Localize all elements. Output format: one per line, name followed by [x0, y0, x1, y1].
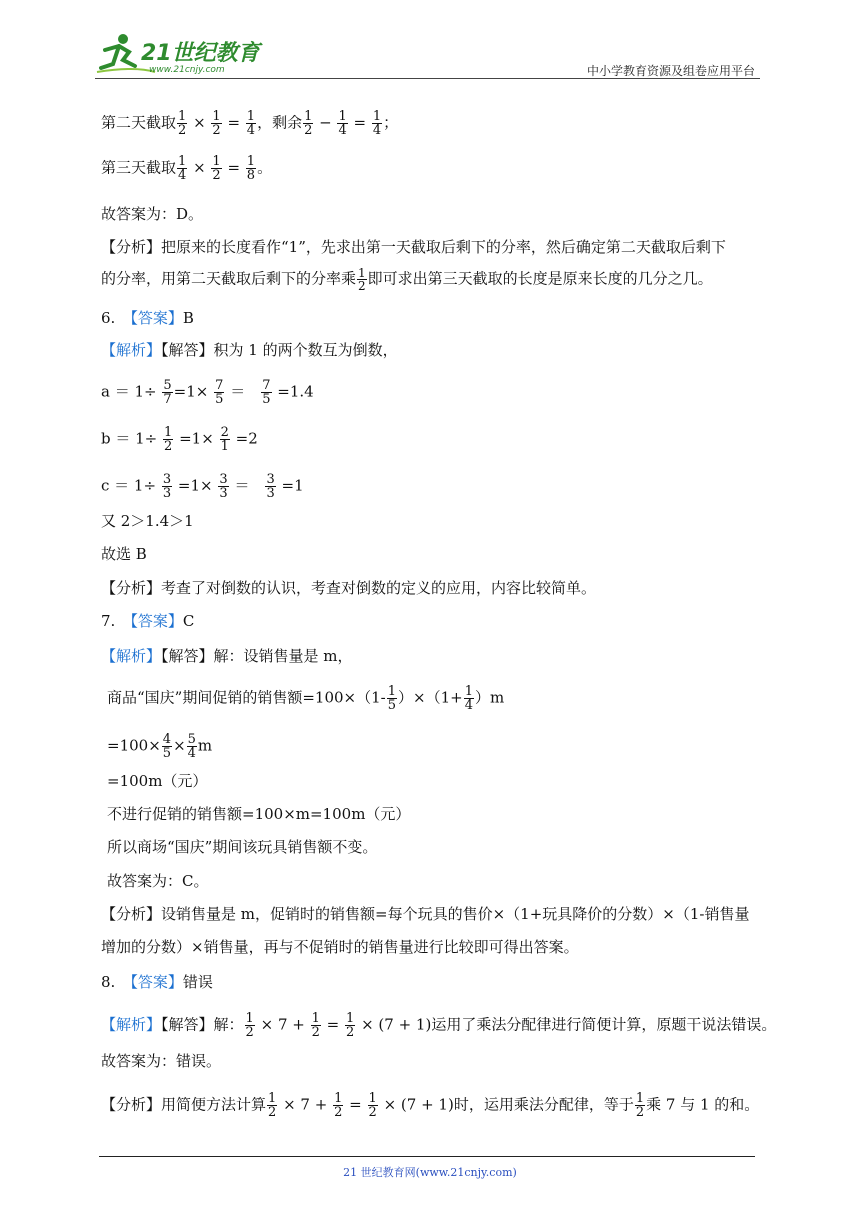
fraction: $\frac{1}{2}$	[358, 266, 366, 293]
q6-analysis	[101, 577, 596, 599]
solve-tag: 【解答】	[161, 341, 214, 359]
fraction: $\frac{1}{2}$	[346, 1011, 355, 1040]
text: ；	[383, 113, 399, 132]
solve-tag: 【解答】	[161, 1015, 214, 1034]
analysis-tag: 【分析】	[101, 579, 162, 597]
q7-analysis-2: 增加的分数）×销售量，再与不促销时的销售量进行比较即可得出答案。	[101, 938, 579, 956]
q5-day3-line: 第三天截取 $\frac{1}{4}$ × $\frac{1}{2}$ = $\frac{1}{8}$ 。	[101, 154, 273, 183]
fraction: $\frac{1}{2}$	[245, 1011, 254, 1040]
text: =	[349, 1095, 362, 1114]
q7-line-3: =100m（元）	[107, 772, 208, 790]
fraction: $\frac{1}{2}$	[635, 1091, 645, 1120]
fraction: $\frac{3}{3}$	[219, 472, 228, 501]
q8-answer: 故答案为：错误。	[101, 1052, 222, 1070]
fraction: $\frac{2}{1}$	[220, 425, 229, 454]
q7-line-2	[107, 733, 212, 760]
q8-answer-line	[101, 971, 213, 993]
fraction: $\frac{1}{4}$	[246, 109, 256, 138]
fraction: $\frac{1}{2}$	[212, 154, 221, 183]
q7-analysis-1	[101, 903, 749, 925]
footer-divider	[99, 1156, 755, 1157]
q5-day2-line: 第二天截取 $\frac{1}{2}$ × $\frac{1}{2}$ = $\frac{1}{4}$ ，剩余 $\frac{1}{2}$ − $\frac{1}{4}$ = $\frac{1}{4}$ ；	[101, 109, 399, 138]
site-logo[interactable]	[95, 30, 265, 76]
text: × (7 + 1)	[361, 1015, 432, 1034]
q7-line-4: 不进行促销的销售额=100×m=100m（元）	[107, 805, 411, 823]
text: c ＝ 1÷	[101, 476, 157, 495]
text: 解：	[213, 1015, 244, 1034]
text: × (7 + 1)	[383, 1095, 454, 1114]
page-header	[95, 28, 760, 80]
q5-answer: 故答案为：D。	[101, 205, 204, 223]
parse-tag: 【解析】	[101, 341, 162, 359]
text: 商品“国庆”期间促销的销售额=100×（1-	[107, 688, 386, 707]
fraction: $\frac{5}{4}$	[187, 732, 196, 761]
question-number: 6.	[101, 309, 116, 327]
parse-tag: 【解析】	[101, 647, 162, 665]
text: =1×	[173, 382, 209, 401]
fraction: $\frac{1}{5}$	[387, 684, 396, 713]
footer-link[interactable]: 21 世纪教育网(www.21cnjy.com)	[343, 1166, 517, 1179]
analysis-tag: 【分析】	[101, 238, 162, 256]
text: × 7 +	[283, 1095, 328, 1114]
text: b ＝ 1÷	[101, 429, 158, 448]
analysis-tag: 【分析】	[101, 905, 162, 923]
text: ×	[173, 736, 186, 755]
q6-answer-line	[101, 307, 194, 329]
text: =100×	[107, 736, 161, 755]
q7-line-5: 所以商场“国庆”期间该玩具销售额不变。	[107, 838, 378, 856]
fraction: $\frac{1}{4}$	[372, 109, 382, 138]
q6-line-b	[101, 426, 258, 453]
text: 解：设销售量是 m，	[213, 647, 353, 665]
q7-answer-line	[101, 610, 194, 632]
fraction: $\frac{1}{2}$	[334, 1091, 343, 1120]
text: 乘 7 与 1 的和。	[646, 1095, 760, 1114]
text: 的分率，用第二天截取后剩下的分率乘	[101, 269, 357, 288]
fraction: $\frac{4}{5}$	[162, 732, 172, 761]
fraction: $\frac{1}{4}$	[338, 109, 347, 138]
text: =1	[281, 476, 304, 495]
fraction: $\frac{7}{5}$	[215, 378, 224, 407]
fraction: $\frac{5}{7}$	[163, 378, 172, 407]
text: ）m	[474, 688, 505, 707]
q6-line-c	[101, 473, 304, 500]
text: ，剩余	[257, 113, 303, 132]
q7-line-1	[107, 685, 504, 712]
text: ＝	[234, 476, 250, 495]
text: =1×	[177, 476, 213, 495]
q7-parse-line	[101, 645, 353, 667]
fraction: $\frac{1}{2}$	[368, 1091, 377, 1120]
fraction: $\frac{1}{2}$	[212, 109, 221, 138]
answer-value: C	[182, 612, 195, 630]
parse-tag: 【解析】	[101, 1015, 162, 1034]
text: a ＝ 1÷	[101, 382, 157, 401]
q5-analysis-2	[101, 267, 713, 292]
fraction: $\frac{1}{4}$	[178, 154, 187, 183]
text: 。	[257, 158, 273, 177]
q6-choose: 故选 B	[101, 545, 147, 563]
fraction: $\frac{3}{3}$	[266, 472, 275, 501]
text: 时，运用乘法分配律，等于	[453, 1095, 634, 1114]
fraction: $\frac{1}{2}$	[311, 1011, 320, 1040]
q7-line-6: 故答案为：C。	[107, 872, 209, 890]
text: 考查了对倒数的认识，考查对倒数的定义的应用，内容比较简单。	[161, 579, 597, 597]
q6-compare: 又 2＞1.4＞1	[101, 512, 194, 530]
text: × 7 +	[260, 1015, 305, 1034]
fraction: $\frac{7}{5}$	[262, 378, 271, 407]
platform-name: 中小学教育资源及组卷应用平台	[586, 64, 755, 78]
text: 把原来的长度看作“1”，先求出第一天截取后剩下的分率，然后确定第二天截取后剩下	[161, 238, 726, 256]
fraction: $\frac{1}{2}$	[178, 109, 187, 138]
fraction: $\frac{1}{2}$	[304, 109, 313, 138]
question-number: 7.	[101, 612, 116, 630]
text: 用简便方法计算	[161, 1095, 267, 1114]
analysis-tag: 【分析】	[101, 1095, 162, 1114]
text: =1.4	[277, 382, 314, 401]
fraction: $\frac{1}{2}$	[268, 1091, 277, 1120]
runner-logo-icon	[95, 30, 265, 76]
text: 第三天截取	[101, 158, 177, 177]
q5-analysis-1	[101, 236, 726, 258]
answer-tag: 【答案】	[130, 612, 183, 630]
text: 设销售量是 m，促销时的销售额=每个玩具的售价×（1+玩具降价的分数）×（1-销售量	[161, 905, 750, 923]
text: 第二天截取	[101, 113, 177, 132]
text: =2	[235, 429, 258, 448]
answer-value: B	[182, 309, 194, 327]
answer-tag: 【答案】	[130, 973, 183, 991]
svg-text:21世纪教育: 21世纪教育	[141, 41, 260, 66]
q8-analysis	[101, 1092, 759, 1119]
question-number: 8.	[101, 973, 116, 991]
text: m	[197, 736, 213, 755]
solve-tag: 【解答】	[161, 647, 214, 665]
text: 即可求出第三天截取的长度是原来长度的几分之几。	[367, 269, 713, 288]
text: 运用了乘法分配律进行简便计算，原题干说法错误。	[431, 1015, 777, 1034]
fraction: $\frac{1}{4}$	[464, 684, 473, 713]
text: 积为 1 的两个数互为倒数，	[213, 341, 398, 359]
fraction: $\frac{3}{3}$	[162, 472, 172, 501]
text: =1×	[179, 429, 214, 448]
q6-parse-line	[101, 339, 398, 361]
svg-text:www.21cnjy.com: www.21cnjy.com	[149, 65, 225, 75]
answer-tag: 【答案】	[130, 309, 183, 327]
header-divider	[95, 78, 760, 79]
q6-line-a	[101, 379, 314, 406]
q8-solution-line	[101, 1012, 776, 1039]
text: ＝	[230, 382, 246, 401]
text: ）×（1+	[398, 688, 463, 707]
fraction: $\frac{1}{8}$	[246, 154, 256, 183]
text: =	[326, 1015, 340, 1034]
answer-value: 错误	[182, 973, 213, 991]
fraction: $\frac{1}{2}$	[164, 425, 173, 454]
